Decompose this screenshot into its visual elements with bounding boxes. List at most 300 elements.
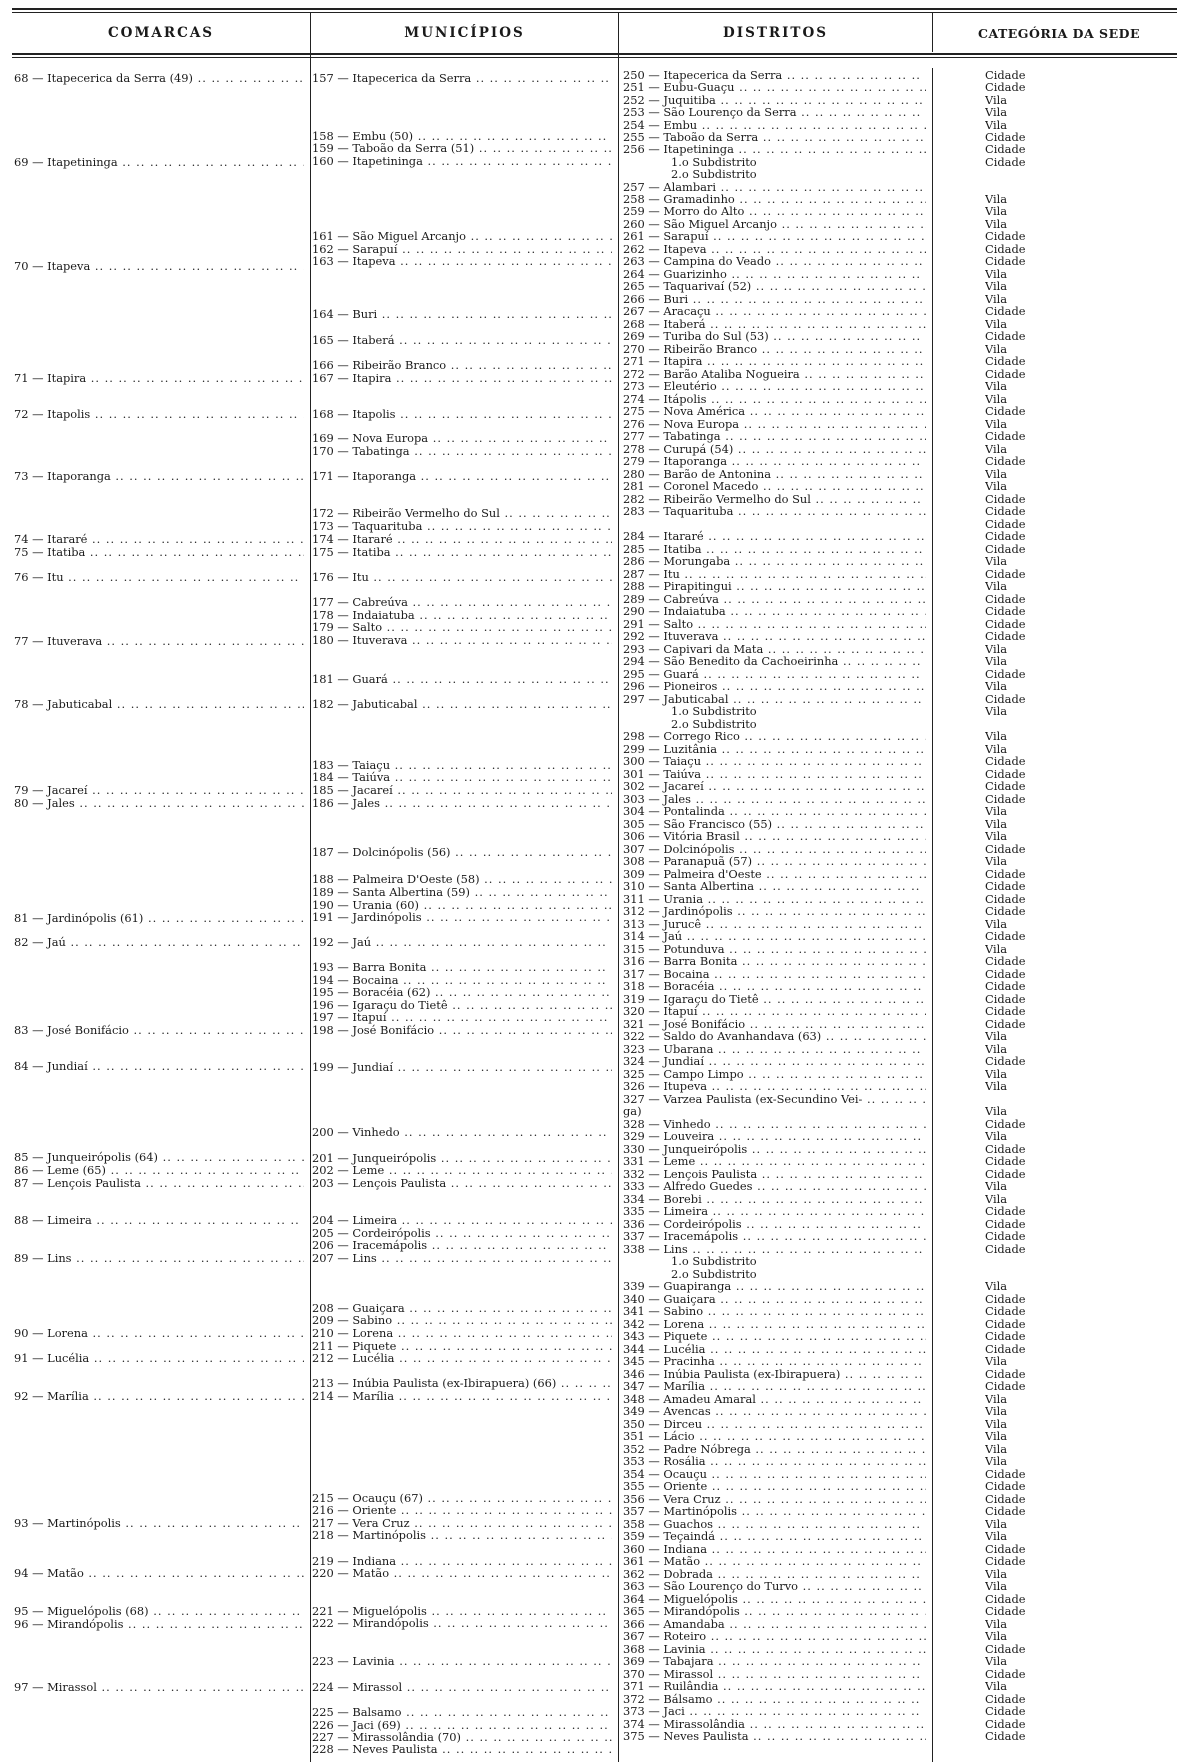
categoria-cell-text: Cidade: [985, 793, 1026, 806]
categoria-cell: [985, 1668, 1135, 1681]
municipio-row-text: 226 — Jaci (69): [312, 1719, 401, 1732]
categoria-cell: [985, 1318, 1135, 1331]
comarca-row: [14, 635, 304, 648]
categoria-cell: [985, 1355, 1135, 1368]
distrito-row: [623, 305, 926, 318]
distrito-row-text: 281 — Coronel Macedo: [623, 480, 759, 493]
comarca-row: [14, 1060, 304, 1073]
municipio-row-text: 179 — Salto: [312, 621, 383, 634]
municipio-row-text: 180 — Ituverava: [312, 634, 408, 647]
categoria-cell: [985, 1380, 1135, 1393]
distrito-row: [623, 968, 926, 981]
subdistrito-row: [623, 705, 926, 718]
distrito-row: [623, 1455, 926, 1468]
distrito-row: [623, 1705, 926, 1718]
categoria-cell: [985, 1018, 1135, 1031]
distrito-row: [623, 1143, 926, 1156]
categoria-cell-text: Vila: [985, 1030, 1008, 1043]
categoria-cell-text: Cidade: [985, 543, 1026, 556]
distrito-row-text: 335 — Limeira: [623, 1205, 709, 1218]
categoria-cell: [985, 1180, 1135, 1193]
municipio-row: [312, 1352, 612, 1365]
municipio-row-text: 182 — Jabuticabal: [312, 698, 418, 711]
distrito-row: [623, 1405, 926, 1418]
distrito-row-text: ga): [623, 1105, 642, 1118]
municipio-row: [312, 359, 612, 372]
distrito-row-text: 256 — Itapetininga: [623, 143, 734, 156]
comarca-row-text: 86 — Leme (65): [14, 1164, 106, 1177]
distrito-row: [623, 418, 926, 431]
municipio-row: [312, 1314, 612, 1327]
col-divider-2: [618, 12, 619, 1762]
municipio-row: [312, 961, 612, 974]
distrito-row: [623, 355, 926, 368]
categoria-cell-text: Vila: [985, 380, 1008, 393]
distrito-row-text: 329 — Louveira: [623, 1130, 715, 1143]
subdistrito-row-text: 2.o Subdistrito: [671, 1268, 757, 1281]
categoria-cell-text: Vila: [985, 293, 1008, 306]
distrito-row: [623, 1055, 926, 1068]
distrito-row-text: 367 — Roteiro: [623, 1630, 707, 1643]
categoria-cell: [985, 968, 1135, 981]
distrito-row: [623, 1668, 926, 1681]
distrito-row: [623, 880, 926, 893]
distrito-row-text: 312 — Jardinópolis: [623, 905, 733, 918]
categoria-cell: [985, 1043, 1135, 1056]
categoria-cell-text: Vila: [985, 1518, 1008, 1531]
comarca-row-text: 92 — Marília: [14, 1390, 89, 1403]
municipio-row: [312, 372, 612, 385]
categoria-cell: [985, 1493, 1135, 1506]
municipio-row: [312, 899, 612, 912]
categoria-cell: [985, 880, 1135, 893]
municipio-row-text: 181 — Guará: [312, 673, 388, 686]
categoria-cell-text: Cidade: [985, 330, 1026, 343]
distrito-row-text: 302 — Jacareí: [623, 780, 704, 793]
municipio-row-text: 157 — Itapecerica da Serra: [312, 72, 472, 85]
comarca-row: [14, 797, 304, 810]
categoria-cell-text: Vila: [985, 268, 1008, 281]
distrito-row: [623, 805, 926, 818]
distrito-row-text: 374 — Mirassolândia: [623, 1718, 745, 1731]
distrito-row-text: 310 — Santa Albertina: [623, 880, 754, 893]
municipio-row-text: 170 — Tabatinga: [312, 445, 410, 458]
categoria-cell: [985, 1730, 1135, 1743]
distrito-row: [623, 330, 926, 343]
municipio-row-text: 194 — Bocaina: [312, 974, 399, 987]
categoria-cell-text: Vila: [985, 393, 1008, 406]
categoria-cell-text: Cidade: [985, 230, 1026, 243]
comarca-row-text: 81 — Jardinópolis (61): [14, 912, 144, 925]
distrito-row-text: 320 — Itapuí: [623, 1005, 698, 1018]
municipio-row: [312, 1239, 612, 1252]
comarca-row-text: 91 — Lucélia: [14, 1352, 90, 1365]
distrito-row: [623, 1118, 926, 1131]
municipio-row-text: 161 — São Miguel Arcanjo: [312, 230, 466, 243]
categoria-cell: [985, 980, 1135, 993]
comarca-row: [14, 1252, 304, 1265]
distrito-row-text: 331 — Leme: [623, 1155, 696, 1168]
categoria-cell-text: Cidade: [985, 880, 1026, 893]
municipio-row-text: 175 — Itatiba: [312, 546, 391, 559]
municipio-row-text: 198 — José Bonifácio: [312, 1024, 435, 1037]
categoria-cell-text: Cidade: [985, 1368, 1026, 1381]
categoria-cell: [985, 1305, 1135, 1318]
municipio-row-text: 228 — Neves Paulista: [312, 1743, 438, 1756]
comarca-row-text: 85 — Junqueirópolis (64): [14, 1151, 158, 1164]
distrito-row: [623, 943, 926, 956]
header-categoria: CATEGÓRIA DA SEDE: [978, 25, 1140, 41]
comarca-row: [14, 156, 304, 169]
municipio-row: [312, 1390, 612, 1403]
municipio-row: [312, 1011, 612, 1024]
categoria-cell: [985, 1480, 1135, 1493]
categoria-cell: [985, 1430, 1135, 1443]
categoria-cell: [985, 1555, 1135, 1568]
categoria-cell: [985, 1168, 1135, 1181]
municipio-row-text: 185 — Jacareí: [312, 784, 393, 797]
categoria-cell: [985, 106, 1135, 119]
municipio-row-text: 212 — Lucélia: [312, 1352, 395, 1365]
categoria-cell: [985, 330, 1135, 343]
comarca-row-text: 94 — Matão: [14, 1567, 84, 1580]
distrito-row: [623, 1680, 926, 1693]
distrito-row-text: 361 — Matão: [623, 1555, 701, 1568]
distrito-row-text: 276 — Nova Europa: [623, 418, 740, 431]
categoria-cell: [985, 1530, 1135, 1543]
categoria-cell-text: Vila: [985, 1280, 1008, 1293]
distrito-row: [623, 255, 926, 268]
distrito-row: [623, 1643, 926, 1656]
distrito-row-text: 346 — Inúbia Paulista (ex-Ibirapuera): [623, 1368, 841, 1381]
comarca-row-text: 70 — Itapeva: [14, 260, 91, 273]
categoria-cell-text: Vila: [985, 343, 1008, 356]
municipio-row: [312, 1327, 612, 1340]
comarca-row-text: 82 — Jaú: [14, 936, 66, 949]
municipio-row-text: 187 — Dolcinópolis (56): [312, 846, 451, 859]
distrito-row-text: 316 — Barra Bonita: [623, 955, 738, 968]
categoria-cell-text: Cidade: [985, 1555, 1026, 1568]
distrito-row-text: 300 — Taiaçu: [623, 755, 702, 768]
distrito-row-text: 359 — Teçaindá: [623, 1530, 716, 1543]
categoria-cell-text: Vila: [985, 318, 1008, 331]
distrito-row-text: 270 — Ribeirão Branco: [623, 343, 758, 356]
categoria-cell-text: Vila: [985, 418, 1008, 431]
distrito-row: [623, 119, 926, 132]
distrito-row: [623, 1593, 926, 1606]
distrito-row-text: 259 — Morro do Alto: [623, 205, 745, 218]
categoria-cell-text: Cidade: [985, 1543, 1026, 1556]
municipio-row: [312, 596, 612, 609]
distrito-row-text: 353 — Rosália: [623, 1455, 706, 1468]
distrito-row-text: 309 — Palmeira d'Oeste: [623, 868, 762, 881]
municipio-row: [312, 1529, 612, 1542]
municipio-row: [312, 334, 612, 347]
distrito-row-text: 338 — Lins: [623, 1243, 688, 1256]
distrito-row: [623, 205, 926, 218]
municipio-row-text: 164 — Buri: [312, 308, 378, 321]
distrito-row: [623, 293, 926, 306]
categoria-cell-text: Cidade: [985, 505, 1026, 518]
categoria-cell: [985, 119, 1135, 132]
municipio-row: [312, 673, 612, 686]
categoria-cell-text: Vila: [985, 1443, 1008, 1456]
categoria-cell: [985, 668, 1135, 681]
comarca-row-text: 74 — Itararé: [14, 533, 88, 546]
categoria-cell: [985, 680, 1135, 693]
distrito-row: [623, 455, 926, 468]
distrito-row-text: 350 — Dirceu: [623, 1418, 703, 1431]
categoria-cell: [985, 1393, 1135, 1406]
categoria-cell: [985, 618, 1135, 631]
municipio-row: [312, 609, 612, 622]
municipio-row-text: 218 — Martinópolis: [312, 1529, 426, 1542]
comarca-row-text: 93 — Martinópolis: [14, 1517, 121, 1530]
distrito-row-text: 263 — Campina do Veado: [623, 255, 771, 268]
municipio-row: [312, 230, 612, 243]
municipio-row-text: 158 — Embu (50): [312, 130, 414, 143]
comarca-row: [14, 1327, 304, 1340]
categoria-cell-text: Vila: [985, 1193, 1008, 1206]
municipio-row: [312, 1252, 612, 1265]
municipio-row-text: 202 — Leme: [312, 1164, 385, 1177]
distrito-row-text: 373 — Jaci: [623, 1705, 685, 1718]
distrito-row: [623, 1580, 926, 1593]
comarca-row-text: 87 — Lençois Paulista: [14, 1177, 141, 1190]
categoria-cell-text: Vila: [985, 643, 1008, 656]
municipio-row-text: 225 — Balsamo: [312, 1706, 402, 1719]
distrito-row-text: 325 — Campo Limpo: [623, 1068, 744, 1081]
categoria-cell: [985, 69, 1135, 82]
municipio-row-text: 162 — Sarapuí: [312, 243, 398, 256]
comarca-row: [14, 784, 304, 797]
comarca-row: [14, 533, 304, 546]
distrito-row-text: 280 — Barão de Antonina: [623, 468, 772, 481]
municipio-row-text: 195 — Boracéia (62): [312, 986, 431, 999]
distrito-row-text: 275 — Nova América: [623, 405, 746, 418]
comarca-row: [14, 546, 304, 559]
municipio-row: [312, 1340, 612, 1353]
categoria-cell: [985, 818, 1135, 831]
distrito-row: [623, 643, 926, 656]
categoria-cell-text: Cidade: [985, 1243, 1026, 1256]
municipios-column: [312, 0, 612, 1763]
distrito-row-text: 251 — Eubu-Guaçu: [623, 81, 735, 94]
categoria-cell: [985, 1055, 1135, 1068]
distrito-row: [623, 1243, 926, 1256]
municipio-row-text: 197 — Itapuí: [312, 1011, 387, 1024]
municipio-row: [312, 1555, 612, 1568]
municipio-row: [312, 698, 612, 711]
municipio-row: [312, 1177, 612, 1190]
categoria-cell-text: Cidade: [985, 1330, 1026, 1343]
categoria-cell-text: Cidade: [985, 1605, 1026, 1618]
municipio-row: [312, 986, 612, 999]
distrito-row-text: 328 — Vinhedo: [623, 1118, 711, 1131]
distrito-row-text: 313 — Jurucê: [623, 918, 702, 931]
categoria-cell: [985, 1543, 1135, 1556]
municipio-row-text: 160 — Itapetininga: [312, 155, 423, 168]
comarca-row-text: 83 — José Bonifácio: [14, 1024, 129, 1037]
distrito-row: [623, 1518, 926, 1531]
comarca-row: [14, 912, 304, 925]
categoria-cell: [985, 580, 1135, 593]
distrito-row: [623, 1005, 926, 1018]
categoria-cell: [985, 280, 1135, 293]
categoria-cell-text: Vila: [985, 119, 1008, 132]
categoria-cell-text: Cidade: [985, 630, 1026, 643]
distrito-row: [623, 1205, 926, 1218]
distrito-row: [623, 780, 926, 793]
distrito-row-text: 266 — Buri: [623, 293, 689, 306]
distrito-row-text: 343 — Piquete: [623, 1330, 708, 1343]
categoria-cell: [985, 205, 1135, 218]
header-comarcas: COMARCAS: [107, 25, 215, 41]
categoria-cell: [985, 455, 1135, 468]
distrito-row-text: 274 — Itápolis: [623, 393, 707, 406]
categoria-cell-text: Cidade: [985, 1305, 1026, 1318]
categoria-cell: [985, 605, 1135, 618]
categoria-cell: [985, 755, 1135, 768]
categoria-cell: [985, 443, 1135, 456]
municipio-row-text: 192 — Jaú: [312, 936, 372, 949]
municipio-row-text: 168 — Itapolis: [312, 408, 396, 421]
distrito-row-text: 345 — Pracinha: [623, 1355, 715, 1368]
categoria-cell: [985, 630, 1135, 643]
distrito-row-text: 370 — Mirassol: [623, 1668, 714, 1681]
municipio-row-text: 213 — Inúbia Paulista (ex-Ibirapuera) (66): [312, 1377, 557, 1390]
categoria-cell: [985, 1605, 1135, 1618]
comarca-row: [14, 1605, 304, 1618]
categoria-cell-text: Vila: [985, 680, 1008, 693]
distrito-row: [623, 1068, 926, 1081]
municipio-row: [312, 1492, 612, 1505]
comarca-row-text: 75 — Itatiba: [14, 546, 86, 559]
distrito-row: [623, 1293, 926, 1306]
distrito-row-text: 319 — Igaraçu do Tietê: [623, 993, 759, 1006]
categoria-cell: [985, 1518, 1135, 1531]
categoria-cell: [985, 243, 1135, 256]
distrito-row: [623, 893, 926, 906]
categoria-cell-text: Vila: [985, 468, 1008, 481]
municipio-row: [312, 1706, 612, 1719]
distrito-row-text: 271 — Itapira: [623, 355, 703, 368]
distrito-row: [623, 1368, 926, 1381]
distrito-row-text: 254 — Embu: [623, 119, 698, 132]
distrito-row-text: 252 — Juquitiba: [623, 94, 716, 107]
categoria-cell-text: Vila: [985, 106, 1008, 119]
municipio-row-text: 217 — Vera Cruz: [312, 1517, 410, 1530]
distrito-row: [623, 1168, 926, 1181]
categoria-cell: [985, 1118, 1135, 1131]
comarca-row: [14, 1681, 304, 1694]
categoria-cell: [985, 893, 1135, 906]
comarca-row-text: 71 — Itapira: [14, 372, 87, 385]
categoria-cell-text: Cidade: [985, 156, 1026, 169]
municipio-row: [312, 507, 612, 520]
municipio-row: [312, 1567, 612, 1580]
categoria-cell-text: Vila: [985, 655, 1008, 668]
categoria-cell: [985, 318, 1135, 331]
distrito-row: [623, 81, 926, 94]
distrito-row: [623, 493, 926, 506]
categoria-cell-text: Vila: [985, 730, 1008, 743]
distrito-row: [623, 1093, 926, 1106]
municipio-row: [312, 533, 612, 546]
distrito-row-text: 352 — Padre Nóbrega: [623, 1443, 751, 1456]
categoria-cell-text: Cidade: [985, 1468, 1026, 1481]
categoria-cell-text: Cidade: [985, 668, 1026, 681]
distrito-row-text: 344 — Lucélia: [623, 1343, 706, 1356]
comarca-row-text: 97 — Mirassol: [14, 1681, 97, 1694]
categoria-cell-text: Cidade: [985, 1168, 1026, 1181]
distrito-row: [623, 593, 926, 606]
categoria-cell-text: Cidade: [985, 930, 1026, 943]
distrito-row-text: 282 — Ribeirão Vermelho do Sul: [623, 493, 811, 506]
distrito-row-text: 291 — Salto: [623, 618, 694, 631]
municipio-row: [312, 1517, 612, 1530]
comarca-row: [14, 698, 304, 711]
distrito-row-text: 250 — Itapecerica da Serra: [623, 69, 783, 82]
distrito-row-text: 372 — Bálsamo: [623, 1693, 713, 1706]
distrito-row-text: 356 — Vera Cruz: [623, 1493, 721, 1506]
categoria-cell-text: Cidade: [985, 1480, 1026, 1493]
categoria-cell-text: Cidade: [985, 1218, 1026, 1231]
distrito-row: [623, 1043, 926, 1056]
municipio-row: [312, 470, 612, 483]
municipio-row: [312, 155, 612, 168]
municipio-row-text: 223 — Lavinia: [312, 1655, 395, 1668]
municipio-row: [312, 886, 612, 899]
municipio-row-text: 206 — Iracemápolis: [312, 1239, 428, 1252]
comarca-row: [14, 1164, 304, 1177]
municipio-row-text: 178 — Indaiatuba: [312, 609, 415, 622]
distrito-row-text: 253 — São Lourenço da Serra: [623, 106, 797, 119]
municipio-row: [312, 546, 612, 559]
categoria-cell: [985, 1468, 1135, 1481]
categoria-cell: [985, 593, 1135, 606]
distrito-row: [623, 1543, 926, 1556]
distrito-row-text: 297 — Jabuticabal: [623, 693, 729, 706]
categoria-cell-text: Cidade: [985, 1055, 1026, 1068]
comarca-row-text: 76 — Itu: [14, 571, 64, 584]
categoria-cell: [985, 530, 1135, 543]
distrito-row: [623, 280, 926, 293]
distrito-row-text: 351 — Lácio: [623, 1430, 695, 1443]
categoria-cell-text: Cidade: [985, 355, 1026, 368]
categoria-cell: [985, 1205, 1135, 1218]
categoria-cell: [985, 255, 1135, 268]
distrito-row: [623, 955, 926, 968]
municipio-row-text: 196 — Igaraçu do Tietê: [312, 999, 448, 1012]
municipio-row-text: 183 — Taiaçu: [312, 759, 391, 772]
categoria-cell-text: Cidade: [985, 1143, 1026, 1156]
distrito-row-text: 268 — Itaberá: [623, 318, 706, 331]
distrito-row: [623, 755, 926, 768]
municipio-row-text: 176 — Itu: [312, 571, 369, 584]
distrito-row-text: 321 — José Bonifácio: [623, 1018, 746, 1031]
distrito-row-text: 358 — Guachos: [623, 1518, 714, 1531]
distrito-row: [623, 1418, 926, 1431]
categoria-cell-text: Cidade: [985, 1343, 1026, 1356]
distrito-row-text: 287 — Itu: [623, 568, 680, 581]
categoria-cell-text: Cidade: [985, 593, 1026, 606]
municipio-row: [312, 1024, 612, 1037]
distrito-row-text: 311 — Urania: [623, 893, 703, 906]
distrito-row-text: 348 — Amadeu Amaral: [623, 1393, 756, 1406]
distritos-column: [623, 0, 926, 1763]
distrito-row-text: 323 — Ubarana: [623, 1043, 714, 1056]
